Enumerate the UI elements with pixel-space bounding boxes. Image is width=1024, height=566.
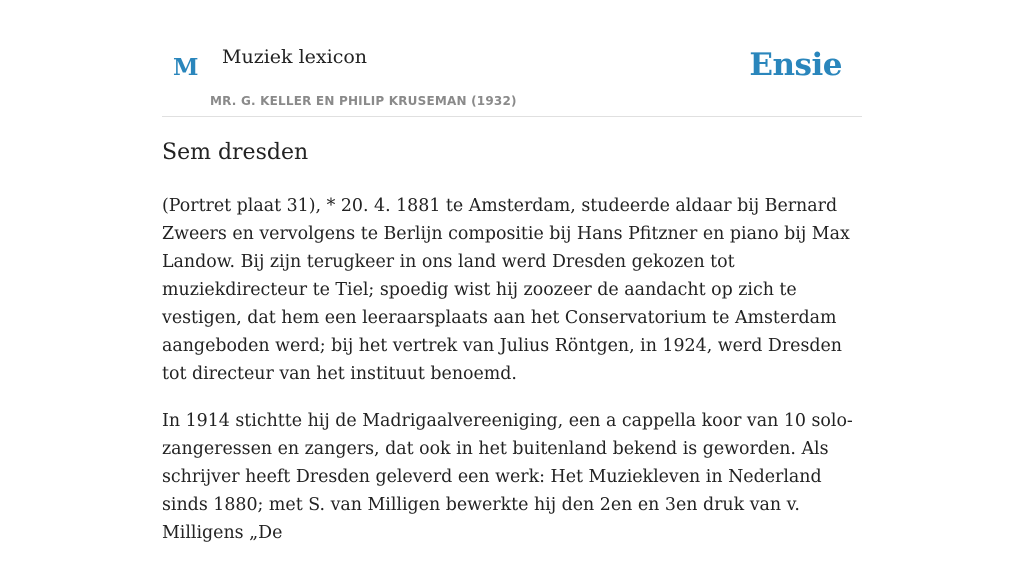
book-title-link[interactable]: Muziek lexicon	[222, 46, 368, 68]
book-authors: MR. G. KELLER EN PHILIP KRUSEMAN (1932)	[210, 94, 517, 108]
entry-title: Sem dresden	[162, 140, 309, 165]
entry-body	[162, 192, 862, 566]
entry-page	[162, 0, 862, 543]
book-header	[162, 0, 862, 117]
ensie-logo[interactable]: Ensie	[749, 47, 842, 83]
book-letter-icon[interactable]: M	[173, 54, 199, 81]
entry-paragraph: (Portret plaat 31), * 20. 4. 1881 te Amsterdam, studeerde aldaar bij Bernard Zweers en vervolgens te Berlijn compositie bij Hans Pfitzner en piano bij Max Landow. Bij zijn terugkeer in ons land werd Dresden gekozen tot muziekdirecteur te Tiel; spoedig wist hij zoozeer de aandacht op zich te vestigen, dat hem een leeraarsplaats aan het Conservatorium te Amsterdam aangeboden werd; bij het vertrek van Julius Röntgen, in 1924, werd Dresden tot directeur van het instituut benoemd.	[162, 196, 850, 384]
entry-paragraph: In 1914 stichtte hij de Madrigaalvereeniging, een a cappella koor van 10 solo-zangeressen en zangers, dat ook in het buitenland bekend is geworden. Als schrijver heeft Dresden geleverd een werk: Het Muziekleven in Nederland sinds 1880; met S. van Milligen bewerkte hij den 2en en 3en druk van v. Milligens „De	[162, 411, 853, 543]
